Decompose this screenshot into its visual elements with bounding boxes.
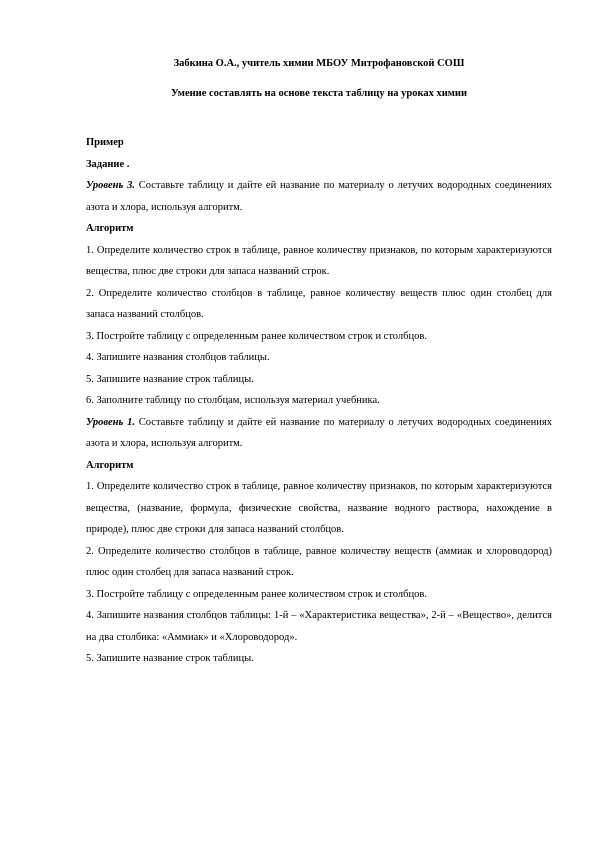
task-heading: Задание . — [86, 158, 130, 170]
level1-step-4: 4. Запишите названия столбцов таблицы: 1-й – «Характеристика вещества», 2-й – «Вещество», делится на два столбика: «Аммиак» и «Хлороводород». — [86, 610, 552, 643]
level1-step-3: 3. Постройте таблицу с определенным ранее количеством строк и столбцов. — [86, 588, 427, 600]
level3-label: Уровень 3. — [86, 180, 135, 191]
level3-step-6: 6. Заполните таблицу по столбцам, используя материал учебника. — [86, 395, 380, 406]
level3-algorithm-heading: Алгоритм — [86, 223, 134, 234]
author-line: Забкина О.А., учитель химии МБОУ Митрофановской СОШ — [173, 58, 465, 69]
level1-text: Составьте таблицу и дайте ей название по материалу о летучих водородных соединениях азота и хлора, используя алгоритм. — [86, 416, 552, 449]
example-heading: Пример — [86, 137, 124, 148]
level1-step-2: 2. Определите количество столбцов в таблице, равное количеству веществ (аммиак и хлороводород) плюс один столбец для запаса названий строк. — [86, 545, 552, 578]
level3-step-3: 3. Постройте таблицу с определенным ранее количеством строк и столбцов. — [86, 330, 427, 342]
level3-step-5: 5. Запишите название строк таблицы. — [86, 373, 254, 385]
level1-algorithm-heading: Алгоритм — [86, 459, 134, 471]
document-title: Умение составлять на основе текста таблицу на уроках химии — [170, 87, 468, 99]
level3-step-2: 2. Определите количество столбцов в таблице, равное количеству веществ плюс один столбец для запаса названий столбцов. — [86, 287, 552, 320]
level3-step-4: 4. Запишите названия столбцов таблицы. — [86, 352, 270, 363]
level1-task — [86, 412, 552, 455]
level1-step-1: 1. Определите количество строк в таблице, равное количеству признаков, по которым характеризуются вещества, (название, формула, физические свойства, название водного раствора, нахождение в природе), плюс две строки для запаса названий столбцов. — [86, 481, 552, 535]
level3-task — [86, 175, 552, 218]
level3-step-1: 1. Определите количество строк в таблице, равное количеству признаков, по которым характеризуются вещества, плюс две строки для запаса названий строк. — [86, 244, 552, 277]
level3-text: Составьте таблицу и дайте ей название по материалу о летучих водородных соединениях азота и хлора, используя алгоритм. — [86, 180, 552, 213]
level1-label: Уровень 1. — [86, 416, 135, 428]
level1-step-5: 5. Запишите название строк таблицы. — [86, 653, 254, 664]
